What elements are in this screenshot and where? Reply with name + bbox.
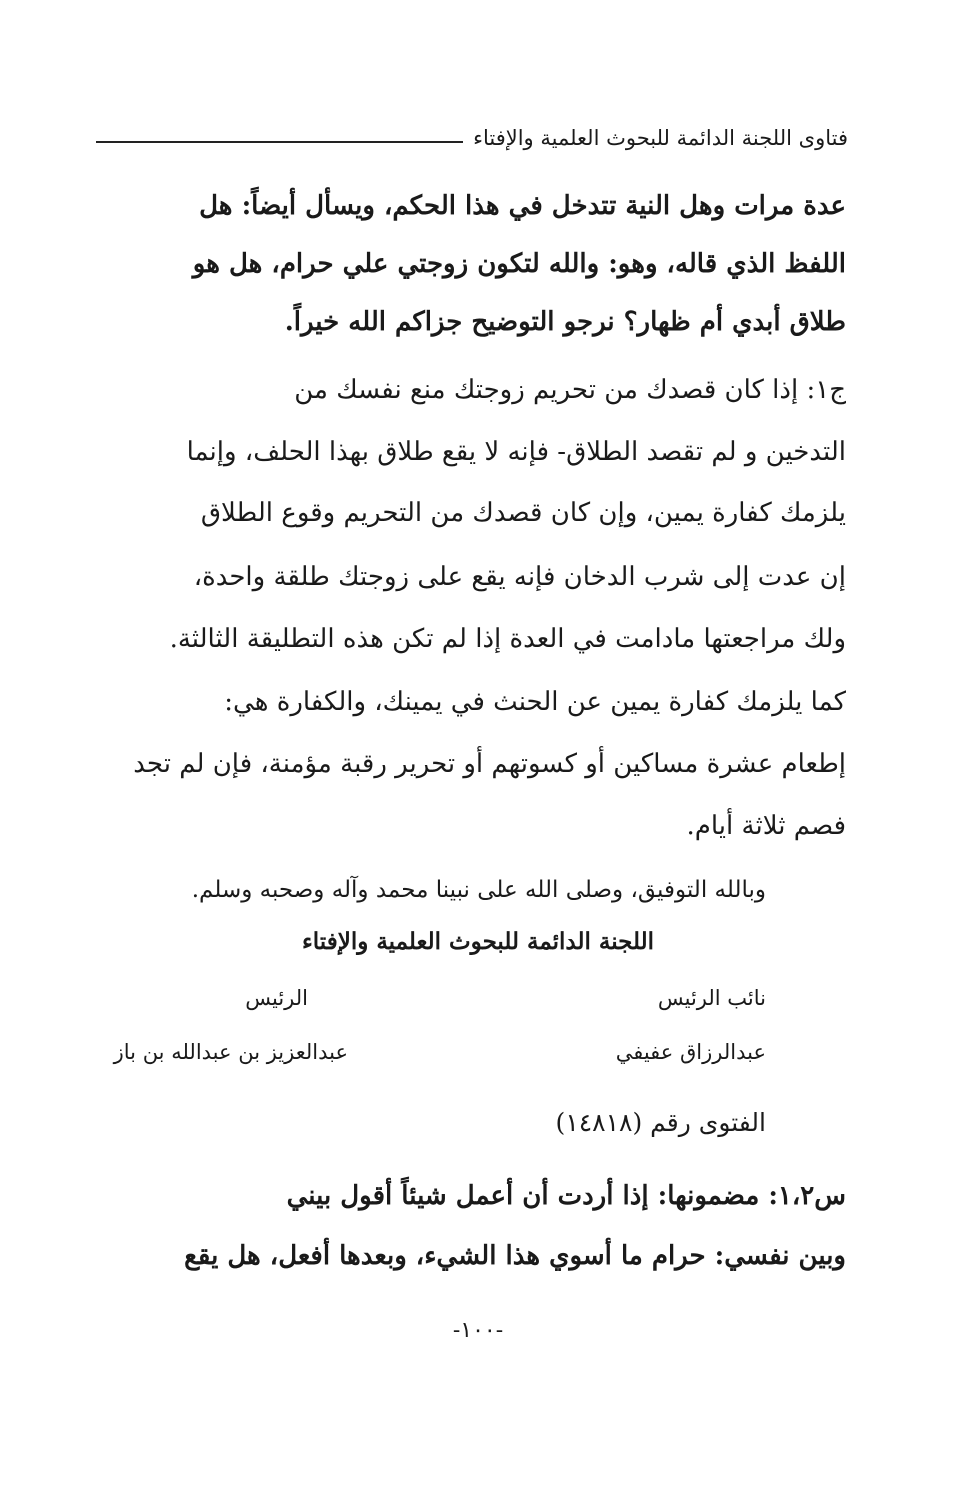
vice-president-name: عبدالرزاق عفيفي	[615, 1040, 766, 1064]
running-header-title: فتاوى اللجنة الدائمة للبحوث العلمية والإفتاء	[473, 126, 848, 150]
next-question-line-2: وبين نفسي: حرام ما أسوي هذا الشيء، وبعدها أفعل، هل يقع	[184, 1241, 846, 1271]
expiation-line-3: فصم ثلاثة أيام.	[686, 811, 846, 841]
answer-line-1: ج١: إذا كان قصدك من تحريم زوجتك منع نفسك من	[294, 375, 846, 405]
question-line-2: اللفظ الذي قاله، وهو: والله لتكون زوجتي علي حرام، هل هو	[192, 249, 846, 279]
answer-line-5: ولك مراجعتها مادامت في العدة إذا لم تكن هذه التطليقة الثالثة.	[169, 624, 846, 654]
committee-name: اللجنة الدائمة للبحوث العلمية والإفتاء	[301, 928, 655, 955]
president-name: عبدالعزيز بن عبدالله بن باز	[113, 1040, 348, 1064]
question-line-1: عدة مرات وهل النية تتدخل في هذا الحكم، ويسأل أيضاً: هل	[199, 191, 846, 221]
running-header	[96, 118, 848, 158]
expiation-line-2: إطعام عشرة مساكين أو كسوتهم أو تحرير رقبة مؤمنة، فإن لم تجد	[133, 749, 846, 779]
answer-line-2: التدخين و لم تقصد الطلاق- فإنه لا يقع طلاق بهذا الحلف، وإنما	[186, 437, 846, 467]
expiation-line-1: كما يلزمك كفارة يمين عن الحنث في يمينك، والكفارة هي:	[224, 687, 846, 717]
closing-line: وبالله التوفيق، وصلى الله على نبينا محمد وآله وصحبه وسلم.	[191, 877, 766, 903]
president-title: الرئيس	[245, 986, 308, 1010]
fatwa-number: الفتوى رقم (١٤٨١٨)	[555, 1108, 766, 1137]
page-number: -١٠٠-	[452, 1318, 504, 1343]
header-rule	[96, 141, 463, 143]
answer-line-4: إن عدت إلى شرب الدخان فإنه يقع على زوجتك طلقة واحدة،	[193, 562, 846, 592]
next-question-line-1: س١،٢: مضمونها: إذا أردت أن أعمل شيئاً أقول بيني	[286, 1181, 846, 1211]
answer-line-3: يلزمك كفارة يمين، وإن كان قصدك من التحريم وقوع الطلاق	[200, 498, 846, 528]
vice-president-title: نائب الرئيس	[657, 986, 766, 1010]
question-line-3: طلاق أبدي أم ظهار؟ نرجو التوضيح جزاكم الله خيراً.	[284, 307, 846, 337]
